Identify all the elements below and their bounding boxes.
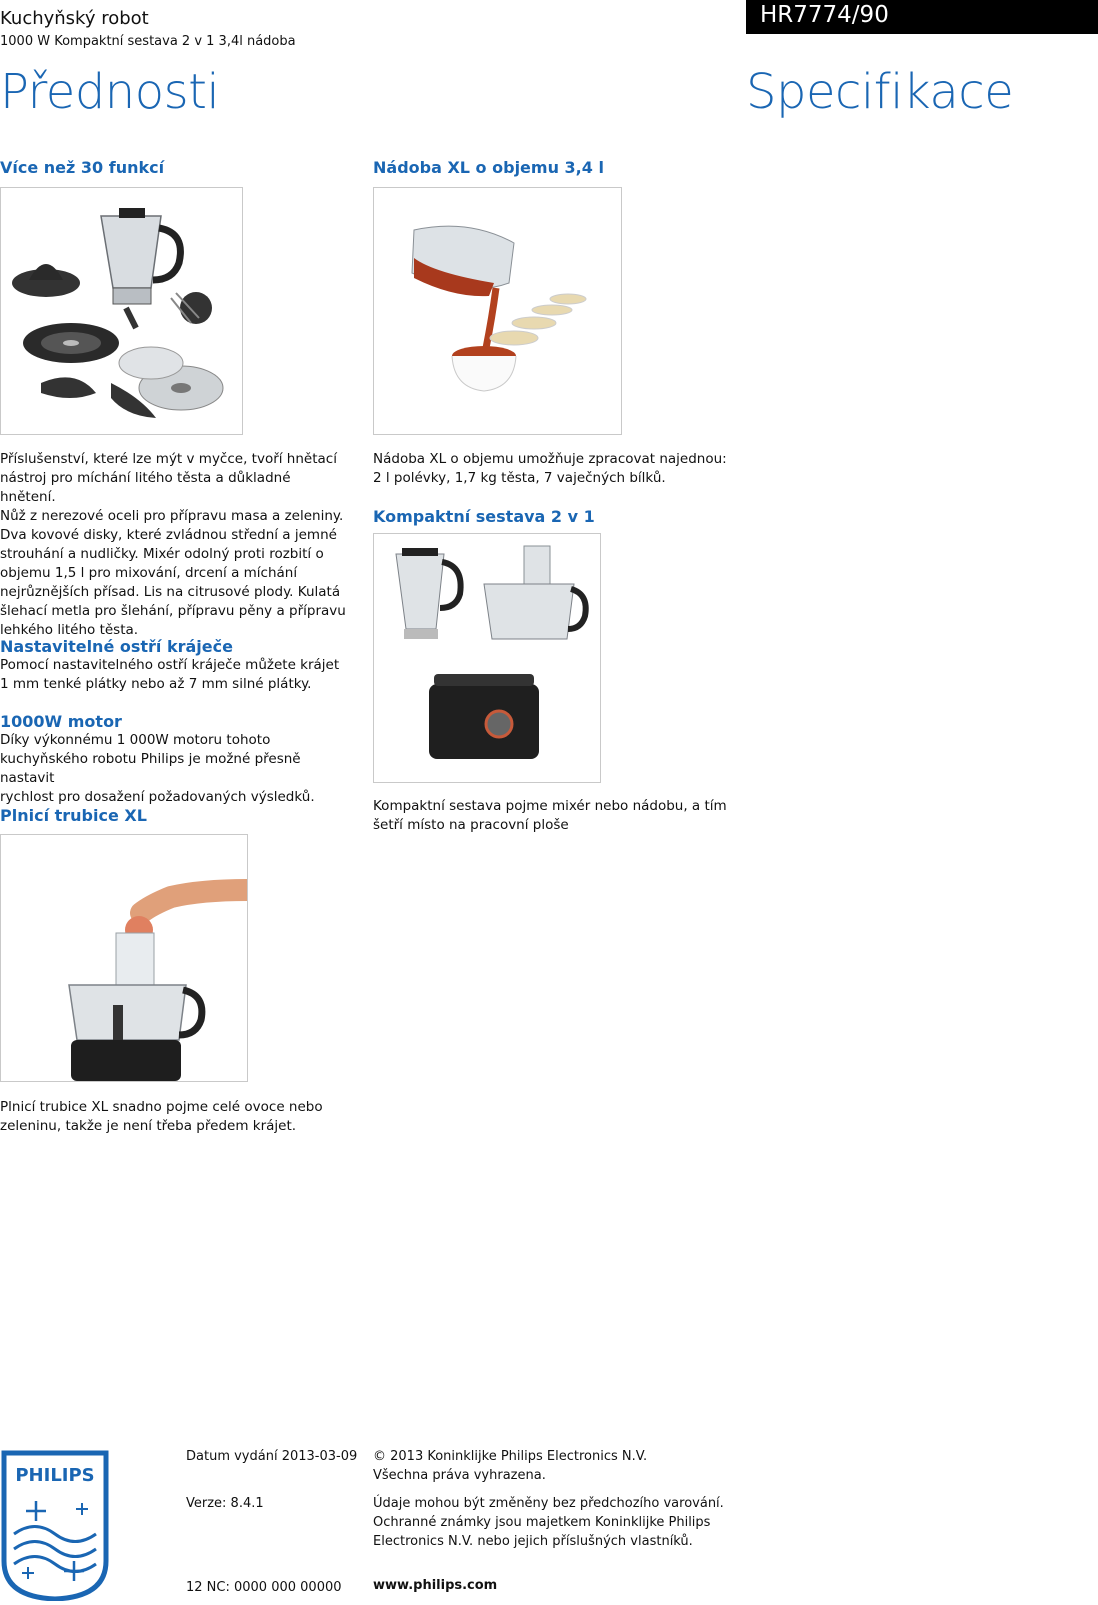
disclaimer-block (373, 1494, 724, 1551)
text-line: nejrůznějších přísad. Lis na citrusové plody. Kulatá (0, 584, 341, 600)
feature-text-slicer (0, 656, 350, 694)
feed-tube-image (0, 834, 248, 1082)
copyright-line: © 2013 Koninklijke Philips Electronics N.V. (373, 1449, 648, 1464)
text-line: šlehací metla pro šlehání, přípravu pěny a přípravu (0, 603, 346, 619)
text-line: šetří místo na pracovní ploše (373, 817, 569, 833)
text-line: 1 mm tenké plátky nebo až 7 mm silné plátky. (0, 676, 312, 692)
logo-wordmark: PHILIPS (15, 1465, 95, 1486)
text-line: Nůž z nerezové oceli pro přípravu masa a zeleniny. (0, 508, 344, 524)
text-line: rychlost pro dosažení požadovaných výsledků. (0, 789, 315, 805)
philips-logo (0, 1449, 110, 1601)
text-line: Pomocí nastavitelného ostří kráječe můžete krájet (0, 657, 340, 673)
feature-text-compact (373, 797, 733, 835)
website-link[interactable]: www.philips.com (373, 1578, 498, 1593)
feature-title-functions: Více než 30 funkcí (0, 158, 165, 177)
nc-number: 12 NC: 0000 000 00000 (186, 1580, 342, 1595)
release-date: Datum vydání 2013-03-09 (186, 1449, 358, 1464)
text-line: Příslušenství, které lze mýt v myčce, tvoří hnětací (0, 451, 337, 467)
disclaimer-line: Údaje mohou být změněny bez předchozího varování. (373, 1496, 724, 1511)
text-line: strouhání a nudličky. Mixér odolný proti rozbití o (0, 546, 324, 562)
feature-title-feed-tube: Plnicí trubice XL (0, 806, 147, 825)
text-line: Dva kovové disky, které zvládnou střední a jemné (0, 527, 337, 543)
text-line: zeleninu, takže je není třeba předem krájet. (0, 1118, 297, 1134)
heading-specifications: Specifikace (746, 64, 1014, 120)
text-line: kuchyňského robotu Philips je možné přesně nastavit (0, 751, 301, 786)
text-line: lehkého litého těsta. (0, 622, 139, 638)
feature-text-motor (0, 731, 355, 807)
feature-text-feed-tube (0, 1098, 350, 1136)
heading-advantages: Přednosti (0, 64, 220, 120)
feature-title-motor: 1000W motor (0, 712, 122, 731)
accessories-image (0, 187, 243, 435)
text-line: Díky výkonnému 1 000W motoru tohoto (0, 732, 271, 748)
feature-text-functions (0, 450, 350, 640)
disclaimer-line: Electronics N.V. nebo jejich příslušných vlastníků. (373, 1534, 693, 1549)
feature-title-compact: Kompaktní sestava 2 v 1 (373, 507, 595, 526)
model-number: HR7774/90 (760, 2, 889, 28)
feature-title-bowl: Nádoba XL o objemu 3,4 l (373, 158, 604, 177)
text-line: nástroj pro míchání litého těsta a důkladné hnětení. (0, 470, 291, 505)
feature-title-slicer: Nastavitelné ostří kráječe (0, 637, 233, 656)
text-line: 2 l polévky, 1,7 kg těsta, 7 vaječných bílků. (373, 470, 666, 486)
product-title: Kuchyňský robot (0, 8, 149, 29)
rights-line: Všechna práva vyhrazena. (373, 1468, 546, 1483)
product-subtitle: 1000 W Kompaktní sestava 2 v 1 3,4l nádoba (0, 34, 296, 49)
bowl-image (373, 187, 622, 435)
version: Verze: 8.4.1 (186, 1496, 264, 1511)
text-line: Kompaktní sestava pojme mixér nebo nádobu, a tím (373, 798, 727, 814)
text-line: objemu 1,5 l pro mixování, drcení a míchání (0, 565, 298, 581)
feature-text-bowl (373, 450, 733, 488)
text-line: Plnicí trubice XL snadno pojme celé ovoce nebo (0, 1099, 323, 1115)
disclaimer-line: Ochranné známky jsou majetkem Koninklijke Philips (373, 1515, 711, 1530)
text-line: Nádoba XL o objemu umožňuje zpracovat najednou: (373, 451, 727, 467)
compact-set-image (373, 533, 601, 783)
copyright-block (373, 1447, 647, 1485)
